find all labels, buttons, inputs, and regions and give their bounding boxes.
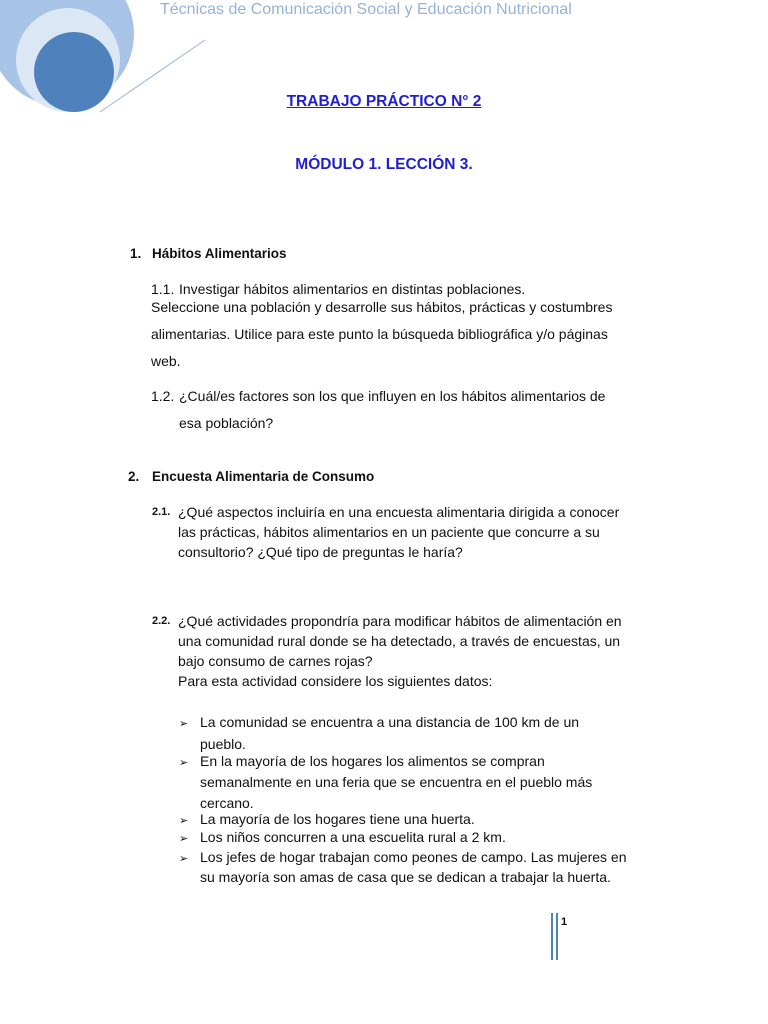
section-1-heading: Hábitos Alimentarios [152,246,287,261]
item-2-2-line: ¿Qué actividades propondría para modificar hábitos de alimentación en [178,613,622,629]
header-subtitle: Técnicas de Comunicación Social y Educación Nutricional [160,1,572,18]
item-1-1-text: Investigar hábitos alimentarios en distintas poblaciones. [179,281,526,297]
item-2-1-number: 2.1. [152,506,171,518]
page-number-rule [551,913,553,960]
item-1-2-line: esa población? [179,415,274,431]
arrow-bullet-icon: ➢ [179,815,189,827]
item-1-2-line: ¿Cuál/es factores son los que influyen en los hábitos alimentarios de [179,388,606,404]
bullet-line: cercano. [200,795,254,811]
bullet-line: Los niños concurren a una escuelita rural a 2 km. [200,829,506,845]
module-title: MÓDULO 1. LECCIÓN 3. [295,156,473,173]
item-2-1-line: consultorio? ¿Qué tipo de preguntas le haría? [178,544,463,560]
item-1-2-number: 1.2. [151,388,175,404]
section-2-heading: Encuesta Alimentaria de Consumo [152,469,375,484]
bullet-line: La mayoría de los hogares tiene una huerta. [200,811,475,827]
document-title: TRABAJO PRÁCTICO N° 2 [286,93,482,110]
arrow-bullet-icon: ➢ [179,718,189,730]
bullet-line: La comunidad se encuentra a una distancia de 100 km de un [200,714,580,730]
item-2-2-line: Para esta actividad considere los siguientes datos: [178,673,493,689]
arrow-bullet-icon: ➢ [179,757,189,769]
item-2-1-line: ¿Qué aspectos incluiría en una encuesta alimentaria dirigida a conocer [178,504,620,520]
bullet-line: su mayoría son amas de casa que se dedican a trabajar la huerta. [200,869,611,885]
section-1-paragraph-line: alimentarias. Utilice para este punto la búsqueda bibliográfica y/o páginas [151,326,608,342]
arrow-bullet-icon: ➢ [179,853,189,865]
item-2-1-line: las prácticas, hábitos alimentarios en un paciente que concurre a su [178,524,600,540]
bullet-line: semanalmente en una feria que se encuentra en el pueblo más [200,774,593,790]
header-decoration [0,0,210,140]
page-number-rule [556,913,558,960]
item-2-2-line: una comunidad rural donde se ha detectado, a través de encuestas, un [178,633,621,649]
bullet-line: pueblo. [200,736,246,752]
item-1-1-number: 1.1. [151,281,175,297]
bullet-line: Los jefes de hogar trabajan como peones de campo. Las mujeres en [200,849,627,865]
page-number: 1 [561,916,568,928]
item-2-2-line: bajo consumo de carnes rojas? [178,653,373,669]
section-1-number: 1. [130,246,142,261]
section-1-paragraph-line: Seleccione una población y desarrolle sus hábitos, prácticas y costumbres [151,299,613,315]
item-2-2-number: 2.2. [152,615,171,627]
section-2-number: 2. [128,469,140,484]
bullet-line: En la mayoría de los hogares los alimentos se compran [200,753,545,769]
arrow-bullet-icon: ➢ [179,833,189,845]
section-1-paragraph-line: web. [151,353,181,369]
